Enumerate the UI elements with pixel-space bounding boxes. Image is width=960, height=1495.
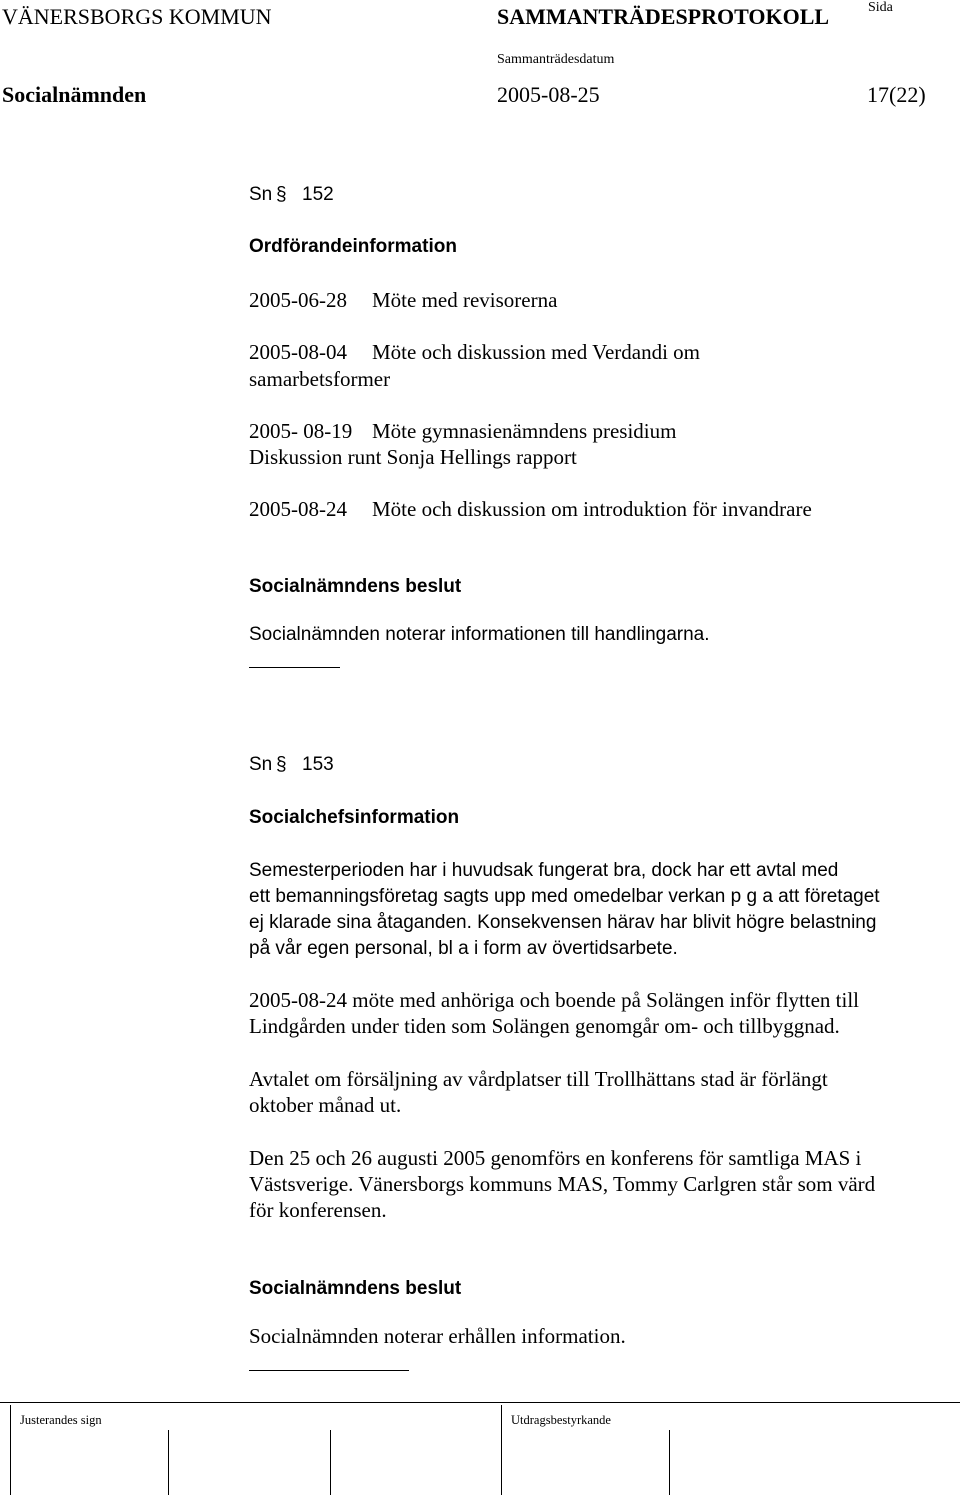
entry-date: 2005-06-28 bbox=[249, 288, 347, 312]
page-number: 17(22) bbox=[867, 82, 926, 107]
paragraph bbox=[249, 987, 859, 1039]
committee-name: Socialnämnden bbox=[2, 82, 147, 107]
section-prefix: Sn bbox=[249, 184, 273, 205]
entry-date: 2005- 08-19 bbox=[249, 419, 353, 443]
page-label: Sida bbox=[868, 0, 893, 15]
entry-text: Möte och diskussion med Verdandi om bbox=[372, 340, 701, 364]
paragraph-line: Lindgården under tiden som Solängen genomgår om- och tillbyggnad. bbox=[249, 1014, 840, 1038]
footer-top-rule bbox=[0, 1402, 960, 1403]
paragraph-line: för konferensen. bbox=[249, 1198, 387, 1222]
section-number-153 bbox=[249, 752, 334, 778]
extract-label: Utdragsbestyrkande bbox=[511, 1413, 611, 1427]
footer-divider bbox=[10, 1405, 11, 1495]
meeting-date-label: Sammanträdesdatum bbox=[497, 52, 615, 67]
meeting-date: 2005-08-25 bbox=[497, 82, 600, 107]
footer-divider bbox=[501, 1405, 502, 1495]
paragraph-line: 2005-08-24 möte med anhöriga och boende på Solängen inför flytten till bbox=[249, 988, 860, 1012]
paragraph-line: Avtalet om försäljning av vårdplatser till Trollhättans stad är förlängt bbox=[249, 1067, 828, 1091]
section-number-152 bbox=[249, 182, 334, 208]
section-number: 152 bbox=[302, 184, 334, 205]
section-prefix: Sn bbox=[249, 754, 273, 775]
section-divider bbox=[249, 667, 340, 668]
entry-text: Möte med revisorerna bbox=[372, 288, 558, 312]
extract-box-divider bbox=[669, 1430, 670, 1495]
signature-box-divider bbox=[330, 1430, 331, 1495]
paragraph-line: Den 25 och 26 augusti 2005 genomförs en konferens för samtliga MAS i bbox=[249, 1146, 862, 1170]
section-divider bbox=[249, 1370, 409, 1371]
entry-date: 2005-08-24 bbox=[249, 497, 347, 521]
municipality-name: VÄNERSBORGS KOMMUN bbox=[2, 4, 272, 29]
entry-date: 2005-08-04 bbox=[249, 340, 347, 364]
paragraph-sign: § bbox=[276, 754, 287, 775]
entry-text: Möte gymnasienämndens presidium bbox=[372, 419, 677, 443]
paragraph-line: Västsverige. Vänersborgs kommuns MAS, Tommy Carlgren står som värd bbox=[249, 1172, 876, 1196]
decision-text: Socialnämnden noterar erhållen information. bbox=[249, 1324, 626, 1348]
entry-continuation: Diskussion runt Sonja Hellings rapport bbox=[249, 445, 577, 469]
paragraph-line: Semesterperioden har i huvudsak fungerat bra, dock har ett avtal med bbox=[249, 860, 839, 881]
paragraph-line: på vår egen personal, bl a i form av övertidsarbete. bbox=[249, 938, 678, 959]
paragraph-sign: § bbox=[276, 184, 287, 205]
decision-heading: Socialnämndens beslut bbox=[249, 576, 462, 597]
entry-continuation: samarbetsformer bbox=[249, 367, 391, 391]
paragraph bbox=[249, 1066, 828, 1118]
signature-box-divider bbox=[168, 1430, 169, 1495]
section-title: Socialchefsinformation bbox=[249, 807, 460, 828]
signature-label: Justerandes sign bbox=[20, 1413, 102, 1427]
decision-text: Socialnämnden noterar informationen till handlingarna. bbox=[249, 624, 710, 645]
entry-text: Möte och diskussion om introduktion för invandrare bbox=[372, 497, 812, 521]
decision-heading: Socialnämndens beslut bbox=[249, 1278, 462, 1299]
section-title: Ordförandeinformation bbox=[249, 236, 457, 257]
document-type: SAMMANTRÄDESPROTOKOLL bbox=[497, 4, 830, 29]
section-number: 153 bbox=[302, 754, 334, 775]
paragraph-line: oktober månad ut. bbox=[249, 1093, 402, 1117]
paragraph-line: ej klarade sina åtaganden. Konsekvensen härav har blivit högre belastning bbox=[249, 912, 877, 933]
paragraph-line: ett bemanningsföretag sagts upp med omedelbar verkan p g a att företaget bbox=[249, 886, 880, 907]
paragraph bbox=[249, 858, 880, 962]
paragraph bbox=[249, 1145, 875, 1223]
